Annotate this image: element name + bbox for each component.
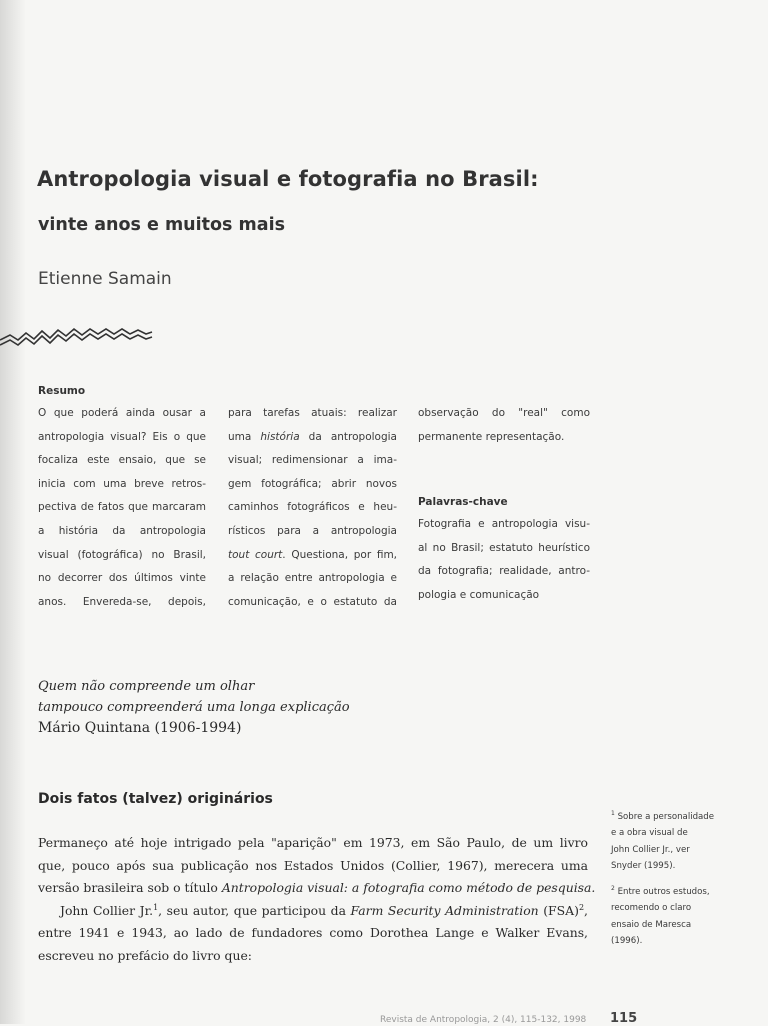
- footnote-line: Snyder (1995).: [611, 860, 676, 871]
- fsa-italic: Farm Security Administration: [350, 902, 539, 918]
- abstract-column-2: [228, 402, 397, 614]
- keywords-line: al no Brasil; estatuto heurístico: [418, 541, 590, 554]
- body-text-span: versão brasileira sob o título: [38, 880, 222, 896]
- abstract-text: uma: [228, 430, 261, 443]
- abstract-line: inicia com uma breve retros-: [38, 477, 206, 490]
- epigraph-line: tampouco compreenderá uma longa explicação: [38, 700, 350, 715]
- abstract-line: para tarefas atuais: realizar: [228, 407, 397, 419]
- abstract-line: rísticos para a antropologia: [228, 524, 397, 537]
- keywords-line: da fotografia; realidade, antro-: [418, 565, 590, 578]
- article-author: Etienne Samain: [38, 269, 172, 289]
- abstract-line: [228, 544, 397, 568]
- keywords-list: [418, 513, 590, 607]
- footnote-ref-2[interactable]: 2: [578, 902, 585, 912]
- abstract-line: focaliza este ensaio, que se: [38, 454, 206, 467]
- abstract-line: visual (fotográfica) no Brasil,: [38, 548, 206, 561]
- abstract-column-3: [418, 402, 590, 449]
- footnote-line: e a obra visual de: [611, 828, 688, 839]
- epigraph-line: Quem não compreende um olhar: [38, 679, 255, 694]
- epigraph: [38, 676, 350, 739]
- article-subtitle: vinte anos e muitos mais: [38, 215, 285, 235]
- abstract-line: antropologia visual? Eis o que: [38, 430, 206, 443]
- keywords-heading: Palavras-chave: [418, 496, 508, 508]
- abstract-heading: Resumo: [38, 385, 86, 397]
- body-text-span: John Collier Jr.: [60, 902, 154, 918]
- footnote-line: recomendo o claro: [611, 903, 692, 914]
- footnote-number: 2: [611, 885, 615, 893]
- epigraph-source: Mário Quintana (1906-1994): [38, 720, 242, 736]
- body-text-span: ,: [584, 902, 588, 918]
- page-binding-shadow: [0, 0, 26, 1024]
- abstract-line: observação do "real" como: [418, 407, 590, 419]
- abstract-text: . Questiona, por fim,: [282, 548, 398, 561]
- keywords-line: pologia e comunicação: [418, 588, 540, 601]
- section-heading: Dois fatos (talvez) originários: [38, 791, 273, 807]
- abstract-line: permanente representação.: [418, 430, 565, 443]
- body-line: [38, 900, 588, 923]
- footnotes: [611, 809, 761, 959]
- page-number: 115: [610, 1011, 638, 1026]
- abstract-line: caminhos fotográficos e heu-: [228, 501, 397, 514]
- footnote-line: John Collier Jr., ver: [611, 844, 690, 855]
- footnote-1: [611, 809, 761, 874]
- body-line: entre 1941 e 1943, ao lado de fundadores como Dorothea Lange e Walker Evans,: [38, 925, 588, 941]
- abstract-line: no decorrer dos últimos vinte: [38, 572, 206, 585]
- body-line: escreveu no prefácio do livro que:: [38, 947, 252, 963]
- abstract-text: da antropologia: [299, 430, 397, 443]
- abstract-column-1: [38, 402, 206, 614]
- footnote-2: [611, 884, 761, 949]
- keywords-line: Fotografia e antropologia visu-: [418, 518, 590, 530]
- abstract-line: [228, 426, 397, 450]
- abstract-line: O que poderá ainda ousar a: [38, 407, 206, 419]
- abstract-line: anos. Envereda-se, depois,: [38, 595, 206, 608]
- footnote-line: Sobre a personalidade: [617, 812, 715, 822]
- article-title: Antropologia visual e fotografia no Brasil:: [37, 167, 539, 191]
- abstract-italic-text: história: [260, 430, 300, 443]
- abstract-italic-text: tout court: [228, 548, 283, 561]
- body-line: Permaneço até hoje intrigado pela "aparição" em 1973, em São Paulo, de um livro: [38, 835, 588, 850]
- footnote-line: ensaio de Maresca: [611, 919, 692, 930]
- book-title-italic: Antropologia visual: a fotografia como método de pesquisa.: [221, 880, 596, 896]
- abstract-line: pectiva de fatos que marcaram: [38, 501, 206, 514]
- zigzag-ornament: [0, 323, 160, 349]
- abstract-line: visual; redimensionar a ima-: [228, 454, 397, 467]
- abstract-line: gem fotográfica; abrir novos: [228, 477, 397, 490]
- footnote-line: Entre outros estudos,: [617, 887, 710, 898]
- abstract-line: comunicação, e o estatuto da: [228, 595, 397, 608]
- body-text-span: (FSA): [538, 902, 579, 918]
- body-text-span: , seu autor, que participou da: [158, 902, 351, 918]
- footnote-number: 1: [611, 810, 615, 818]
- footnote-ref-1[interactable]: 1: [153, 902, 159, 912]
- body-line: [38, 877, 596, 900]
- footer-citation: Revista de Antropologia, 2 (4), 115-132, 1998: [380, 1015, 587, 1025]
- body-line: que, pouco após sua publicação nos Estados Unidos (Collier, 1967), merecera uma: [38, 857, 588, 873]
- abstract-line: a história da antropologia: [38, 524, 206, 537]
- abstract-line: a relação entre antropologia e: [228, 572, 397, 585]
- footnote-line: (1996).: [611, 936, 643, 947]
- body-text: [38, 832, 596, 968]
